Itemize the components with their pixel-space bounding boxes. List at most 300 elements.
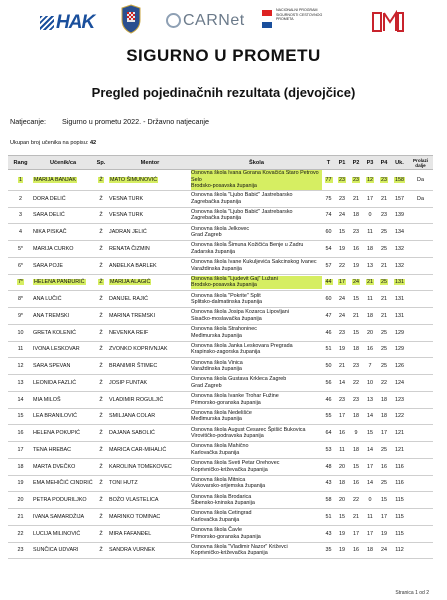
cell-t — [322, 341, 335, 358]
table-row — [8, 324, 433, 341]
p2-value: 15 — [353, 329, 359, 336]
cell-name — [33, 458, 93, 475]
school-name: Osnovna škola Jelkovec — [191, 225, 250, 232]
school-name: Osnovna škola "Ljubo Babić" Jastrebarsko — [191, 192, 293, 199]
p1-value: 19 — [339, 346, 345, 353]
sp-value: Ž — [99, 212, 103, 219]
name-value: PETRA PODURILJKO — [33, 497, 87, 504]
prolazi-value: Da — [417, 176, 424, 183]
cell-p3 — [363, 324, 377, 341]
cell-p1 — [335, 525, 349, 542]
mentor-value: VLADIMIR ROGULJIĆ — [109, 396, 164, 403]
sp-value: Ž — [99, 195, 103, 202]
cell-p1 — [335, 375, 349, 392]
cell-p1 — [335, 391, 349, 408]
t-value: 54 — [325, 245, 332, 252]
cell-p1 — [335, 509, 349, 526]
uk-value: 122 — [395, 413, 404, 420]
cell-mentor — [109, 224, 191, 241]
school-name: Osnovna škola Brodarica — [191, 493, 252, 500]
cell-p2 — [349, 257, 363, 274]
table-row — [8, 358, 433, 375]
mentor-value: MATO ŠIMUNOVIĆ — [110, 176, 158, 183]
cell-t — [322, 391, 335, 408]
col-t: T — [322, 156, 335, 170]
cell-p4 — [377, 425, 391, 442]
sp-value: Ž — [99, 513, 103, 520]
cell-p3 — [363, 170, 377, 191]
uk-value: 157 — [395, 195, 404, 202]
cell-school — [191, 408, 322, 425]
p2-value: 21 — [353, 312, 359, 319]
p1-value: 17 — [339, 413, 345, 420]
cell-rang — [8, 224, 33, 241]
cell-p3 — [363, 391, 377, 408]
name-value: LEA BRANILOVIĆ — [33, 413, 78, 420]
uk-value: 123 — [395, 396, 404, 403]
school-county: Sisačko-moslavačka županija — [191, 315, 262, 322]
p4-value: 21 — [381, 195, 387, 202]
school-county: Međimurska županija — [191, 416, 242, 423]
rang-value: 11 — [17, 346, 24, 353]
t-value: 58 — [325, 497, 332, 504]
uk-value: 126 — [395, 363, 404, 370]
rang-value: 14 — [17, 396, 24, 403]
table-row — [8, 241, 433, 258]
cell-p3 — [363, 542, 377, 559]
p1-value: 19 — [339, 245, 345, 252]
table-row — [8, 224, 433, 241]
rang-value: 15 — [17, 413, 24, 420]
name-value: SARA SPEVAN — [33, 363, 71, 370]
cell-p1 — [335, 190, 349, 207]
count-label: Ukupan broj učenika na popisu: — [10, 140, 89, 146]
school-county: Zagrebačka županija — [191, 215, 242, 222]
cell-sp — [93, 274, 109, 291]
cell-p2 — [349, 291, 363, 308]
p4-value: 25 — [381, 229, 387, 236]
mentor-value: MARIJA ALAGIĆ — [110, 279, 151, 286]
p2-value: 24 — [353, 279, 359, 286]
cell-school — [191, 425, 322, 442]
uk-value: 129 — [395, 329, 404, 336]
cell-p4 — [377, 324, 391, 341]
cell-school — [191, 509, 322, 526]
cell-rang — [8, 375, 33, 392]
cell-t — [322, 442, 335, 459]
table-row — [8, 257, 433, 274]
col-p3: P3 — [363, 156, 377, 170]
table-row — [8, 509, 433, 526]
p1-value: 21 — [339, 363, 345, 370]
cell-rang — [8, 190, 33, 207]
p3-value: 17 — [367, 195, 373, 202]
cell-sp — [93, 308, 109, 325]
p4-value: 21 — [381, 312, 387, 319]
p4-value: 21 — [381, 262, 387, 269]
cell-prolazi — [408, 442, 433, 459]
col-prolazi: Prolazi dalje — [408, 156, 433, 170]
uk-value: 116 — [395, 463, 404, 470]
table-row — [8, 492, 433, 509]
cell-sp — [93, 475, 109, 492]
cell-p4 — [377, 358, 391, 375]
sp-value: Ž — [99, 262, 103, 269]
table-row — [8, 274, 433, 291]
cell-rang — [8, 358, 33, 375]
cell-rang — [8, 542, 33, 559]
mentor-value: SANDRA VURNEK — [109, 547, 156, 554]
cell-p1 — [335, 475, 349, 492]
p3-value: 18 — [367, 245, 373, 252]
cell-rang — [8, 241, 33, 258]
cell-school — [191, 324, 322, 341]
rang-value: 12 — [17, 363, 24, 370]
cell-p2 — [349, 509, 363, 526]
sp-value: Ž — [99, 245, 103, 252]
school-name: Osnovna škola "Pokrite" Split — [191, 292, 261, 299]
cell-school — [191, 170, 322, 191]
sp-value: Ž — [99, 463, 103, 470]
cell-rang — [8, 475, 33, 492]
mup-logo-icon — [372, 10, 404, 34]
cell-name — [33, 358, 93, 375]
cell-p3 — [363, 408, 377, 425]
cell-uk — [391, 425, 408, 442]
cell-p1 — [335, 170, 349, 191]
t-value: 48 — [325, 463, 332, 470]
cell-t — [322, 207, 335, 224]
mentor-value: BRANIMIR ŠTIMEC — [109, 363, 158, 370]
cell-mentor — [109, 207, 191, 224]
cell-p2 — [349, 475, 363, 492]
cell-name — [33, 425, 93, 442]
sp-value: Ž — [99, 229, 103, 236]
cell-p1 — [335, 241, 349, 258]
cell-school — [191, 341, 322, 358]
school-county: Primorsko-goranska županija — [191, 533, 261, 540]
cell-name — [33, 257, 93, 274]
cell-p2 — [349, 492, 363, 509]
t-value: 53 — [325, 446, 332, 453]
p3-value: 14 — [367, 480, 373, 487]
cell-p4 — [377, 475, 391, 492]
cell-rang — [8, 458, 33, 475]
t-value: 44 — [325, 279, 332, 286]
p1-value: 23 — [339, 329, 345, 336]
p2-value: 19 — [353, 262, 359, 269]
p1-value: 11 — [339, 446, 345, 453]
t-value: 60 — [325, 296, 332, 303]
t-value: 43 — [325, 480, 332, 487]
cell-p3 — [363, 341, 377, 358]
school-county: Brodsko-posavska županija — [191, 282, 322, 289]
mentor-value: DAJANA SABOLIĆ — [109, 430, 155, 437]
cell-uk — [391, 190, 408, 207]
cell-sp — [93, 509, 109, 526]
uk-value: 131 — [395, 296, 404, 303]
p4-value: 25 — [381, 245, 387, 252]
cell-p3 — [363, 375, 377, 392]
cell-sp — [93, 241, 109, 258]
col-p4: P4 — [377, 156, 391, 170]
sp-value: Ž — [99, 312, 103, 319]
school-name: Osnovna škola Ivane Kukuljevića Sakcinskog Ivanec — [191, 259, 317, 266]
p3-value: 14 — [367, 413, 373, 420]
cell-uk — [391, 525, 408, 542]
uk-value: 132 — [395, 262, 404, 269]
cell-rang — [8, 425, 33, 442]
t-value: 46 — [325, 396, 332, 403]
cell-uk — [391, 170, 408, 191]
cell-mentor — [109, 458, 191, 475]
school-name: Osnovna škola "Vladimir Nazor" Križevci — [191, 543, 288, 550]
t-value: 64 — [325, 430, 332, 437]
t-value: 46 — [325, 329, 332, 336]
p4-value: 18 — [381, 396, 387, 403]
cell-sp — [93, 442, 109, 459]
p1-value: 24 — [339, 296, 345, 303]
p2-value: 16 — [353, 480, 359, 487]
sp-value: Ž — [99, 396, 103, 403]
cell-t — [322, 458, 335, 475]
mentor-value: VESNA TURK — [109, 212, 144, 219]
count-value: 42 — [89, 140, 97, 146]
cell-mentor — [109, 274, 191, 291]
col-p1: P1 — [335, 156, 349, 170]
cell-rang — [8, 207, 33, 224]
cell-p4 — [377, 442, 391, 459]
cell-p2 — [349, 274, 363, 291]
p4-value: 17 — [381, 513, 387, 520]
cell-t — [322, 358, 335, 375]
cell-prolazi — [408, 542, 433, 559]
rang-value: 9* — [17, 312, 24, 319]
carnet-circle-icon — [166, 13, 181, 28]
col-name: Učenik/ca — [33, 156, 93, 170]
mentor-value: JADRAN JELIĆ — [109, 229, 147, 236]
cell-uk — [391, 308, 408, 325]
cell-p4 — [377, 391, 391, 408]
cell-p3 — [363, 190, 377, 207]
table-row — [8, 458, 433, 475]
p2-value: 17 — [353, 530, 359, 537]
uk-value: 115 — [395, 530, 404, 537]
uk-value: 115 — [395, 513, 404, 520]
school-county: Grad Zagreb — [191, 232, 222, 239]
cell-mentor — [109, 170, 191, 191]
cell-school — [191, 492, 322, 509]
p3-value: 18 — [367, 312, 373, 319]
school-name: Osnovna škola Strahoninec — [191, 326, 257, 333]
uk-value: 124 — [395, 379, 404, 386]
cell-t — [322, 408, 335, 425]
mentor-value: SMILJANA COLAR — [109, 413, 156, 420]
cell-p2 — [349, 442, 363, 459]
cell-p3 — [363, 274, 377, 291]
rang-value: 22 — [17, 530, 24, 537]
p1-value: 17 — [339, 279, 345, 286]
p1-value: 23 — [339, 195, 345, 202]
cell-p1 — [335, 425, 349, 442]
cell-name — [33, 509, 93, 526]
school-county: Karlovačka županija — [191, 449, 240, 456]
cell-p2 — [349, 408, 363, 425]
cell-p1 — [335, 291, 349, 308]
cell-sp — [93, 190, 109, 207]
school-name: Osnovna škola Josipa Kozarca Lipovljani — [191, 309, 289, 316]
cell-school — [191, 442, 322, 459]
cell-prolazi — [408, 190, 433, 207]
p1-value: 14 — [339, 379, 345, 386]
cell-prolazi — [408, 375, 433, 392]
p1-value: 19 — [339, 530, 345, 537]
p2-value: 18 — [353, 446, 359, 453]
cell-p4 — [377, 408, 391, 425]
cell-p2 — [349, 375, 363, 392]
p4-value: 17 — [381, 430, 387, 437]
cell-mentor — [109, 408, 191, 425]
school-name: Osnovna škola Šimuna Kožičića Benje u Zadru — [191, 242, 304, 249]
school-county: Šibensko-kninska županija — [191, 500, 255, 507]
cell-t — [322, 224, 335, 241]
school-county: Grad Zagreb — [191, 382, 222, 389]
cell-uk — [391, 458, 408, 475]
p1-value: 24 — [339, 312, 345, 319]
cell-rang — [8, 442, 33, 459]
t-value: 50 — [325, 363, 332, 370]
cell-p1 — [335, 442, 349, 459]
cell-uk — [391, 509, 408, 526]
p3-value: 13 — [367, 396, 373, 403]
cell-school — [191, 358, 322, 375]
t-value: 35 — [325, 547, 332, 554]
sp-value: Ž — [99, 480, 103, 487]
p4-value: 25 — [381, 279, 387, 286]
uk-value: 112 — [395, 547, 404, 554]
cell-sp — [93, 492, 109, 509]
mentor-value: ANĐELKA BARLEK — [109, 262, 157, 269]
police-badge-icon — [120, 4, 142, 34]
cell-sp — [93, 358, 109, 375]
cell-p4 — [377, 509, 391, 526]
uk-value: 115 — [395, 497, 404, 504]
cell-p3 — [363, 492, 377, 509]
school-county: Varaždinska županija — [191, 265, 242, 272]
cell-p4 — [377, 241, 391, 258]
competition-info — [10, 117, 210, 126]
cell-sp — [93, 458, 109, 475]
p4-value: 25 — [381, 446, 387, 453]
cell-uk — [391, 291, 408, 308]
name-value: EMA MEHIČIĆ CINDRIĆ — [33, 480, 93, 487]
logo-bar — [0, 4, 447, 40]
uk-value: 131 — [395, 312, 404, 319]
p2-value: 9 — [354, 430, 358, 437]
p1-value: 19 — [339, 547, 345, 554]
rang-value: 3 — [19, 212, 22, 219]
cell-rang — [8, 408, 33, 425]
cell-rang — [8, 257, 33, 274]
p3-value: 7 — [368, 363, 372, 370]
p2-value: 16 — [353, 547, 359, 554]
p3-value: 16 — [367, 346, 373, 353]
cell-uk — [391, 492, 408, 509]
t-value: 51 — [325, 346, 332, 353]
name-value: MARTA DVEČKO — [33, 463, 76, 470]
p2-value: 22 — [353, 379, 359, 386]
p2-value: 22 — [353, 497, 359, 504]
p1-value: 20 — [339, 463, 345, 470]
cell-prolazi — [408, 509, 433, 526]
sp-value: Ž — [99, 547, 103, 554]
name-value: IVANA SAMARDŽIJA — [33, 513, 85, 520]
school-name: Osnovna škola Čavle — [191, 527, 242, 534]
cell-p1 — [335, 224, 349, 241]
table-row — [8, 190, 433, 207]
p4-value: 25 — [381, 480, 387, 487]
cell-prolazi — [408, 341, 433, 358]
cell-p1 — [335, 257, 349, 274]
student-count — [10, 140, 96, 146]
cell-prolazi — [408, 257, 433, 274]
rang-value: 6* — [17, 262, 24, 269]
croatia-flag-icon — [262, 10, 272, 28]
p1-value: 18 — [339, 480, 345, 487]
cell-school — [191, 542, 322, 559]
sp-value: Ž — [99, 363, 103, 370]
mentor-value: BOŽO VLASTELICA — [109, 497, 159, 504]
cell-school — [191, 190, 322, 207]
name-value: ANA TREMSKI — [33, 312, 70, 319]
p3-value: 11 — [367, 229, 373, 236]
cell-p1 — [335, 274, 349, 291]
school-county: Zagrebačka županija — [191, 198, 242, 205]
p3-value: 13 — [367, 262, 373, 269]
school-name: Osnovna škola Gustava Krkleca Zagreb — [191, 376, 287, 383]
p4-value: 24 — [381, 547, 387, 554]
cell-p2 — [349, 391, 363, 408]
rang-value: 18 — [17, 463, 24, 470]
t-value: 51 — [325, 513, 332, 520]
cell-prolazi — [408, 170, 433, 191]
rang-value: 13 — [17, 379, 24, 386]
t-value: 47 — [325, 312, 332, 319]
cell-name — [33, 190, 93, 207]
school-county: Vukovarsko-srijemska županija — [191, 483, 266, 490]
cell-prolazi — [408, 458, 433, 475]
cell-name — [33, 442, 93, 459]
p4-value: 23 — [381, 212, 387, 219]
p4-value: 21 — [381, 296, 387, 303]
rang-value: 16 — [17, 430, 24, 437]
cell-t — [322, 241, 335, 258]
mentor-value: ZVONKO KOPRIVNJAK — [109, 346, 168, 353]
p2-value: 23 — [353, 396, 359, 403]
cell-p2 — [349, 525, 363, 542]
school-name: Osnovna škola Ivanke Trohar Fužine — [191, 393, 279, 400]
mentor-value: DANIJEL RAJIĆ — [109, 296, 149, 303]
cell-rang — [8, 525, 33, 542]
p3-value: 18 — [367, 547, 373, 554]
rang-value: 7* — [17, 279, 24, 286]
mentor-value: JOSIP FUNTAK — [109, 379, 148, 386]
table-row — [8, 375, 433, 392]
cell-p1 — [335, 492, 349, 509]
cell-name — [33, 525, 93, 542]
cell-t — [322, 492, 335, 509]
school-name: Osnovna škola August Cesarec Špišić Bukovica — [191, 426, 306, 433]
